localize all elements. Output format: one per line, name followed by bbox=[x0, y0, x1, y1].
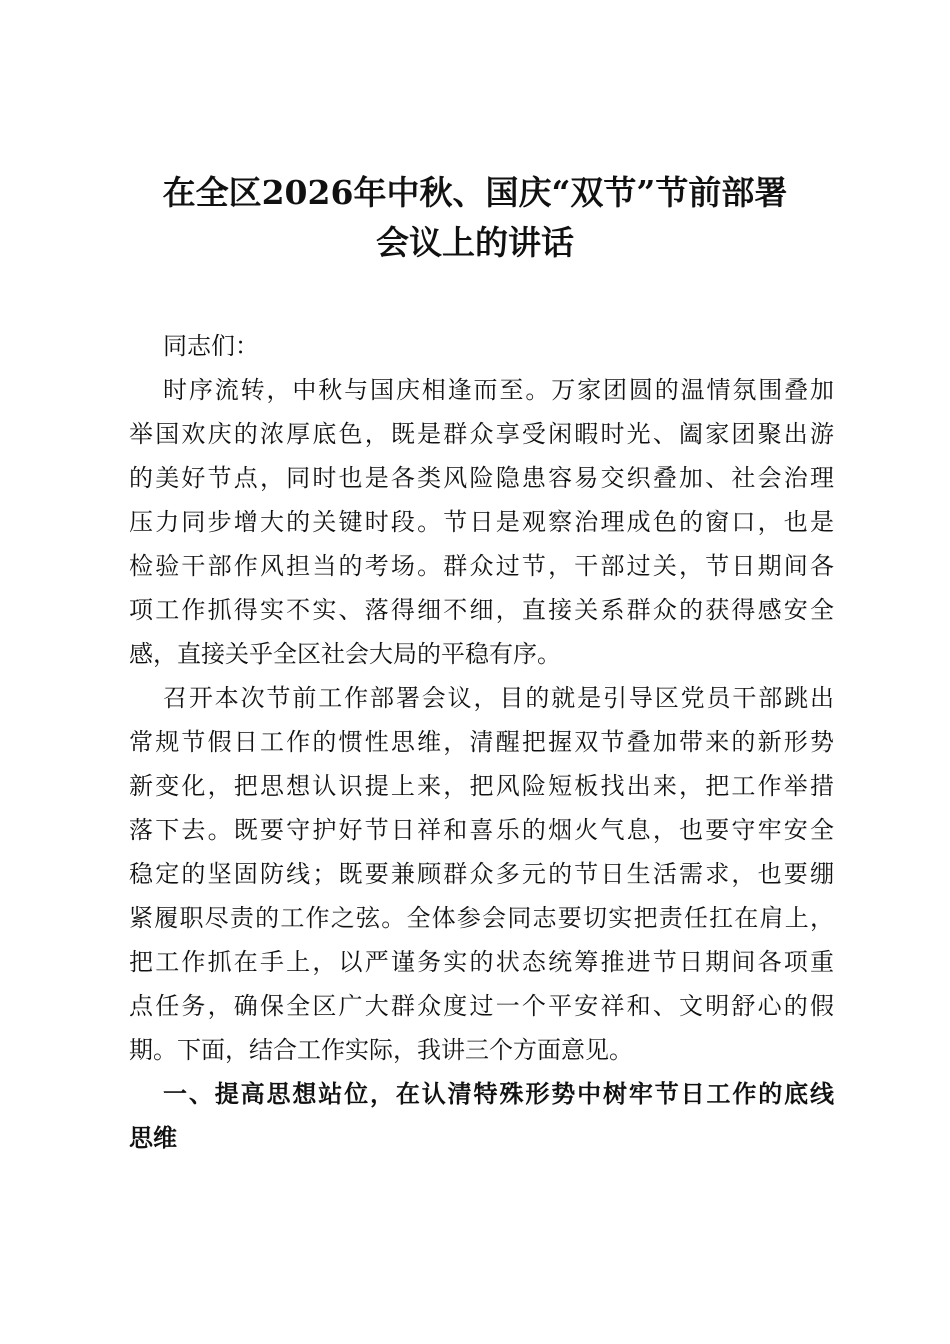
paragraph-line: 期。下面，结合工作实际，我讲三个方面意见。 bbox=[129, 1036, 633, 1064]
paragraph-line: 稳定的坚固防线；既要兼顾群众多元的节日生活需求，也要绷 bbox=[129, 860, 834, 888]
document-title-line-1: 在全区2026年中秋、国庆“双节”节前部署 bbox=[162, 173, 788, 212]
paragraph-line: 压力同步增大的关键时段。节日是观察治理成色的窗口，也是 bbox=[129, 508, 834, 536]
salutation: 同志们： bbox=[163, 332, 259, 360]
paragraph-line: 检验干部作风担当的考场。群众过节，干部过关，节日期间各 bbox=[129, 552, 834, 580]
paragraph-line: 常规节假日工作的惯性思维，清醒把握双节叠加带来的新形势 bbox=[129, 728, 834, 756]
section-heading-line: 思维 bbox=[129, 1124, 177, 1152]
paragraph-line: 点任务，确保全区广大群众度过一个平安祥和、文明舒心的假 bbox=[129, 992, 834, 1020]
paragraph-line: 落下去。既要守护好节日祥和喜乐的烟火气息，也要守牢安全 bbox=[129, 816, 834, 844]
paragraph-line: 举国欢庆的浓厚底色，既是群众享受闲暇时光、阖家团聚出游 bbox=[129, 420, 834, 448]
paragraph-line: 时序流转，中秋与国庆相逢而至。万家团圆的温情氛围叠加 bbox=[163, 376, 834, 404]
paragraph-line: 把工作抓在手上，以严谨务实的状态统筹推进节日期间各项重 bbox=[129, 948, 834, 976]
paragraph-line: 感，直接关乎全区社会大局的平稳有序。 bbox=[129, 640, 561, 668]
paragraph-1 bbox=[129, 368, 834, 676]
paragraph-2 bbox=[129, 676, 834, 1072]
paragraph-line: 项工作抓得实不实、落得细不细，直接关系群众的获得感安全 bbox=[129, 596, 834, 624]
paragraph-line: 紧履职尽责的工作之弦。全体参会同志要切实把责任扛在肩上， bbox=[129, 904, 834, 932]
paragraph-line: 召开本次节前工作部署会议，目的就是引导区党员干部跳出 bbox=[163, 684, 834, 712]
section-1-heading bbox=[129, 1072, 834, 1160]
section-heading-line: 一、提高思想站位，在认清特殊形势中树牢节日工作的底线 bbox=[163, 1080, 834, 1108]
paragraph-line: 新变化，把思想认识提上来，把风险短板找出来，把工作举措 bbox=[129, 772, 834, 800]
document-title-line-2: 会议上的讲话 bbox=[376, 223, 574, 262]
document-body bbox=[129, 324, 834, 1160]
paragraph-line: 的美好节点，同时也是各类风险隐患容易交织叠加、社会治理 bbox=[129, 464, 834, 492]
